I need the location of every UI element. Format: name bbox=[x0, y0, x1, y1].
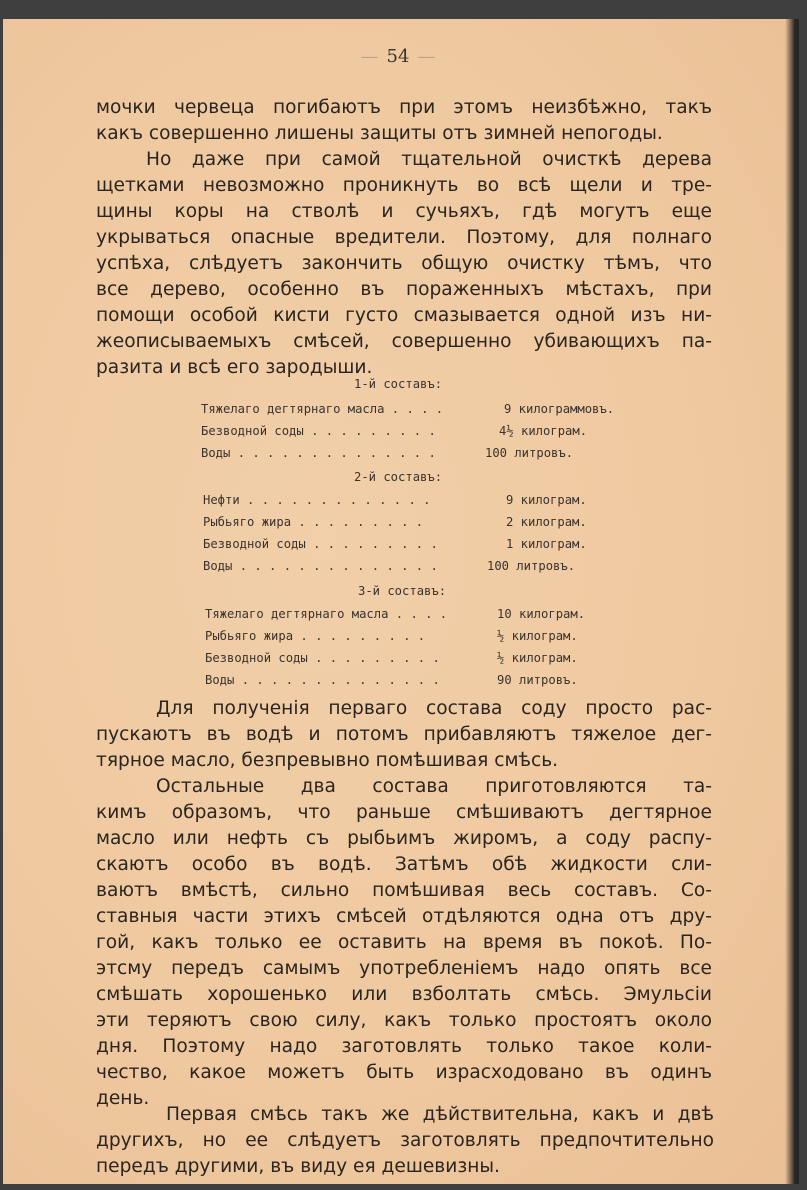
recipe-quantity: 4½ килограм. bbox=[499, 424, 588, 438]
text-line: укрываться опасные вредители. Поэтому, для полнаго bbox=[96, 227, 712, 248]
text-line: передъ другими, въ виду ея дешевизны. bbox=[96, 1156, 500, 1177]
text-line: гой, какъ только ее оставить на время въ покоѣ. По- bbox=[96, 932, 712, 953]
text-line: щины коры на стволѣ и сучьяхъ, гдѣ могутъ еще bbox=[96, 201, 712, 222]
recipe-item: Нефти . . . . . . . . . . . . . 9 килограм. bbox=[203, 493, 587, 507]
text-line: эти теряютъ свою силу, какъ только простоятъ около bbox=[96, 1010, 712, 1031]
recipe-item: Тяжелаго дегтярнаго масла . . . . 10 килограм. bbox=[205, 607, 586, 621]
recipe-quantity: ½ килограм. bbox=[497, 651, 578, 665]
recipe-title: 1-й составъ: bbox=[354, 377, 443, 391]
text-line: Но даже при самой тщательной очисткѣ дерева bbox=[146, 149, 712, 170]
recipe-item: Безводной соды . . . . . . . . . 1 килограм. bbox=[203, 537, 587, 551]
text-line: другихъ, но ее слѣдуетъ заготовлять предпочтительно bbox=[96, 1130, 714, 1151]
page-number-value: 54 bbox=[386, 46, 410, 67]
text-line: успѣха, слѣдуетъ закончить общую очистку тѣмъ, что bbox=[96, 253, 712, 274]
recipe-quantity: 2 килограм. bbox=[506, 515, 587, 529]
text-line: щетками невозможно проникнуть во всѣ щели и тре- bbox=[96, 175, 712, 196]
text-line: Первая смѣсь такъ же дѣйствительна, какъ и двѣ bbox=[166, 1104, 714, 1125]
text-line: чество, какое можетъ быть израсходовано въ одинъ bbox=[96, 1062, 712, 1083]
recipe-item: Воды . . . . . . . . . . . . . . 100 литровъ. bbox=[203, 559, 576, 573]
page-number bbox=[3, 46, 793, 67]
text-line: Для полученія перваго состава соду просто рас- bbox=[156, 698, 712, 719]
recipe-title: 2-й составъ: bbox=[354, 470, 443, 484]
recipe-item: Безводной соды . . . . . . . . . 4½ килограм. bbox=[201, 424, 588, 438]
text-line: мочки червеца погибаютъ при этомъ неизбѣжно, такъ bbox=[96, 97, 712, 118]
recipe-quantity: 90 литровъ. bbox=[497, 673, 578, 687]
text-line: разита и всѣ его зародыши. bbox=[96, 357, 373, 378]
recipe-quantity: 10 килограм. bbox=[497, 607, 586, 621]
text-line: скаютъ особо въ водѣ. Затѣмъ обѣ жидкости сли- bbox=[96, 854, 712, 875]
text-line: день. bbox=[96, 1088, 150, 1109]
text-line: какъ совершенно лишены защиты отъ зимней непогоды. bbox=[96, 123, 663, 144]
recipe-quantity: 9 килограм. bbox=[506, 493, 587, 507]
recipe-item: Рыбьяго жира . . . . . . . . . ½ килограм. bbox=[205, 629, 578, 643]
text-line: смѣшать хорошенько или взболтать смѣсь. Эмульсіи bbox=[96, 984, 712, 1005]
text-line: пускаютъ въ водѣ и потомъ прибавляютъ тяжелое дег- bbox=[96, 724, 712, 745]
text-line: помощи особой кисти густо смазывается одной изъ ни- bbox=[96, 305, 712, 326]
recipe-quantity: 9 килограммовъ. bbox=[504, 402, 615, 416]
text-line: тярное масло, безпревывно помѣшивая смѣсь. bbox=[96, 750, 559, 771]
text-line: масло или нефть съ рыбьимъ жиромъ, а соду распу- bbox=[96, 828, 712, 849]
page-number-dash-right: — bbox=[417, 46, 436, 67]
book-page bbox=[3, 19, 799, 1184]
text-line: все дерево, особенно въ пораженныхъ мѣстахъ, при bbox=[96, 279, 712, 300]
recipe-title: 3-й составъ: bbox=[358, 584, 447, 598]
text-line: этсму передъ самымъ употребленіемъ надо опять все bbox=[96, 958, 712, 979]
page-number-dash-left: — bbox=[360, 46, 379, 67]
text-line: дня. Поэтому надо заготовлять только такое коли- bbox=[96, 1036, 712, 1057]
recipe-item: Воды . . . . . . . . . . . . . . 100 литровъ. bbox=[201, 446, 574, 460]
recipe-item: Безводной соды . . . . . . . . . ½ килограм. bbox=[205, 651, 578, 665]
recipe-item: Воды . . . . . . . . . . . . . . 90 литровъ. bbox=[205, 673, 578, 687]
recipe-quantity: 100 литровъ. bbox=[487, 559, 576, 573]
text-line: жеописываемыхъ смѣсей, совершенно убивающихъ па- bbox=[96, 331, 712, 352]
recipe-item: Рыбьяго жира . . . . . . . . . 2 килограм. bbox=[203, 515, 587, 529]
recipe-quantity: 100 литровъ. bbox=[485, 446, 574, 460]
text-line: ваютъ вмѣстѣ, сильно помѣшивая весь составъ. Со- bbox=[96, 880, 712, 901]
text-line: ставныя части этихъ смѣсей отдѣляются одна отъ дру- bbox=[96, 906, 712, 927]
recipe-item: Тяжелаго дегтярнаго масла . . . . 9 килограммовъ. bbox=[201, 402, 615, 416]
text-line: кимъ образомъ, что раньше смѣшиваютъ дегтярное bbox=[96, 802, 712, 823]
text-line: Остальные два состава приготовляются та- bbox=[156, 776, 712, 797]
recipe-quantity: ½ килограм. bbox=[497, 629, 578, 643]
recipe-quantity: 1 килограм. bbox=[506, 537, 587, 551]
